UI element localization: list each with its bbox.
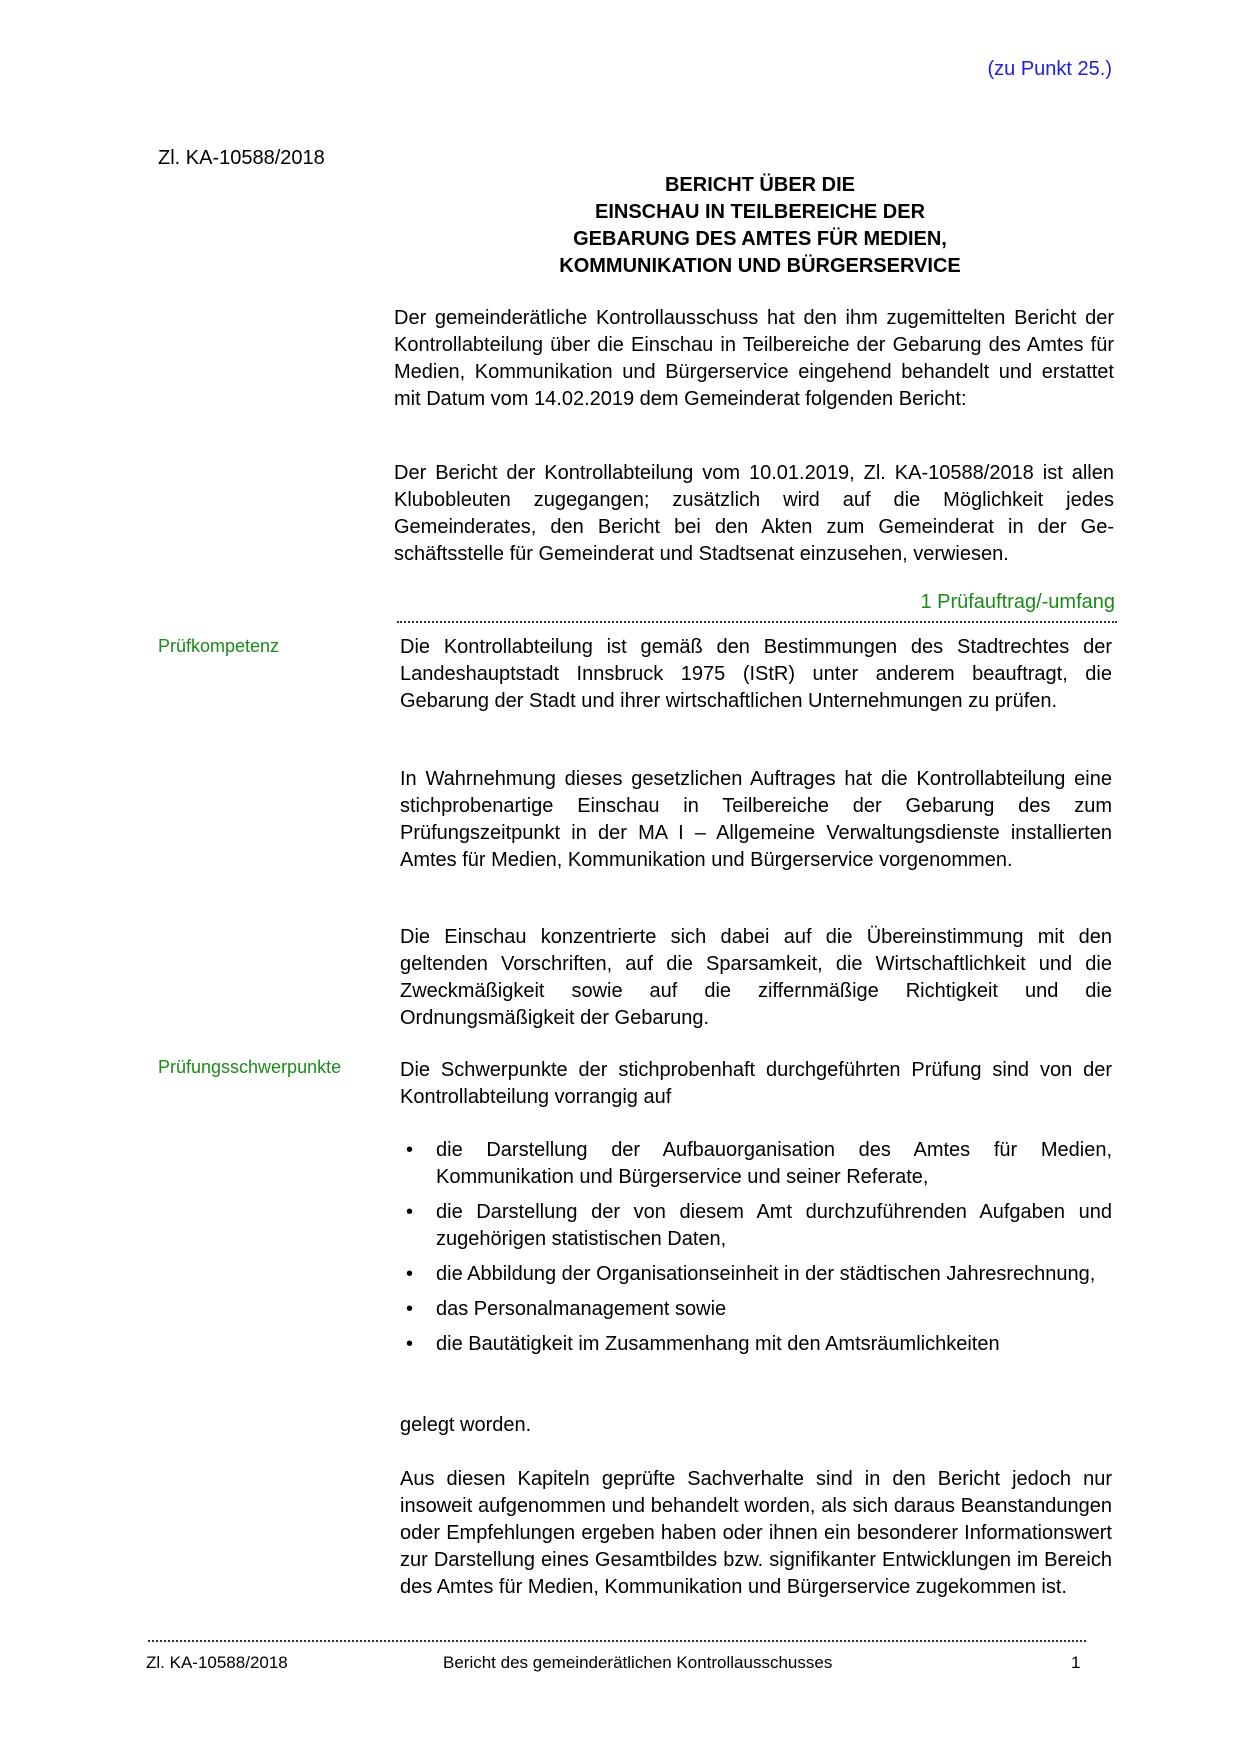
section-divider — [397, 621, 1117, 623]
list-item — [400, 1261, 1112, 1288]
footer-report-name: Bericht des gemeinderätlichen Kontrollausschusses — [443, 1653, 833, 1672]
list-item — [400, 1137, 1112, 1191]
title-line-4: KOMMUNIKATION UND BÜRGERSERVICE — [559, 255, 961, 277]
list-item — [400, 1296, 1112, 1323]
section-paragraph-1: Die Kontrollabteilung ist gemäß den Bestimmungen des Stadtrechtes der Landeshauptstadt Innsbruck 1975 (IStR) unter anderem beauftragt, die Gebarung der Stadt und ihrer wirtschaftlichen Unternehmungen zu prüfen. — [400, 636, 1112, 712]
section-paragraph-2: In Wahrnehmung dieses gesetzlichen Auftrages hat die Kontrollabteilung eine stichprobenartige Einschau in Teilbereiche der Gebarung des zum Prüfungszeitpunkt in der MA I – Allgemeine Verwaltungsdienste installierten Amtes für Medien, Kommunikation und Bürgerservice vorgenommen. — [400, 768, 1112, 871]
bullet-icon: • — [406, 1263, 414, 1285]
report-title — [430, 172, 1090, 280]
list-item — [400, 1199, 1112, 1253]
bullet-icon: • — [406, 1298, 414, 1320]
bullet-icon: • — [406, 1333, 414, 1355]
list-item-text: die Abbildung der Organisationseinheit in der städtischen Jahresrechnung, — [436, 1263, 1096, 1285]
section-heading: 1 Prüfauftrag/-umfang — [920, 591, 1115, 613]
intro-paragraph-2: Der Bericht der Kontrollabteilung vom 10.01.2019, Zl. KA-10588/2018 ist allen Klubobleuten zugegangen; zusätzlich wird auf die Möglichkeit jedes Gemeinderates, den Bericht bei den Akten zum Gemeinderat in der Geschäftsstelle für Gemeinderat und Stadtsenat einzusehen, verwiesen. — [394, 462, 1114, 565]
list-item-text: das Personalmanagement sowie — [436, 1298, 727, 1320]
margin-label-pruefungsschwerpunkte: Prüfungsschwerpunkte — [158, 1057, 342, 1077]
footer-divider — [148, 1640, 1086, 1642]
list-item-text: die Darstellung der von diesem Amt durchzuführenden Aufgaben und zugehörigen statistischen Daten, — [436, 1201, 1112, 1250]
intro-paragraph-1: Der gemeinderätliche Kontrollausschuss hat den ihm zugemittelten Bericht der Kontrollabteilung über die Einschau in Teilbereiche der Gebarung des Amtes für Medien, Kommunikation und Bürgerservice eingehend behandelt und erstattet mit Datum vom 14.02.2019 dem Gemeinderat folgenden Bericht: — [394, 307, 1114, 410]
margin-label-pruefkompetenz: Prüfkompetenz — [158, 636, 280, 656]
file-number: Zl. KA-10588/2018 — [158, 147, 325, 169]
section-paragraph-3: Die Einschau konzentrierte sich dabei auf die Übereinstimmung mit den geltenden Vorschriften, auf die Sparsamkeit, die Wirtschaftlichkeit und die Zweckmäßigkeit sowie auf die ziffernmäßige Richtigkeit und die Ordnungsmäßigkeit der Gebarung. — [400, 926, 1112, 1029]
footer-page-number: 1 — [1071, 1653, 1081, 1672]
title-line-3: GEBARUNG DES AMTES FÜR MEDIEN, — [573, 228, 947, 250]
section-paragraph-4: Die Schwerpunkte der stichprobenhaft durchgeführten Prüfung sind von der Kontrollabteilung vorrangig auf — [400, 1059, 1112, 1108]
agenda-reference: (zu Punkt 25.) — [987, 58, 1112, 80]
list-item-text: die Bautätigkeit im Zusammenhang mit den Amtsräumlichkeiten — [436, 1333, 1000, 1355]
section-paragraph-5: gelegt worden. — [400, 1414, 532, 1436]
title-line-2: EINSCHAU IN TEILBEREICHE DER — [594, 201, 926, 223]
list-item-text: die Darstellung der Aufbauorganisation des Amtes für Medien, Kommunikation und Bürgerservice und seiner Referate, — [436, 1139, 1112, 1188]
bullet-icon: • — [406, 1201, 414, 1223]
footer-file-number: Zl. KA-10588/2018 — [146, 1653, 288, 1672]
title-line-1: BERICHT ÜBER DIE — [664, 174, 855, 196]
section-paragraph-6: Aus diesen Kapiteln geprüfte Sachverhalte sind in den Bericht jedoch nur insoweit aufgenommen und behandelt worden, als sich daraus Beanstandungen oder Empfehlungen ergeben haben oder ihnen ein besonderer Informationswert zur Darstellung eines Gesamtbildes bzw. signifikanter Entwicklungen im Bereich des Amtes für Medien, Kommunikation und Bürgerservice zugekommen ist. — [400, 1468, 1112, 1598]
list-item — [400, 1331, 1112, 1358]
bullet-icon: • — [406, 1139, 414, 1161]
focus-bullet-list — [400, 1137, 1112, 1366]
